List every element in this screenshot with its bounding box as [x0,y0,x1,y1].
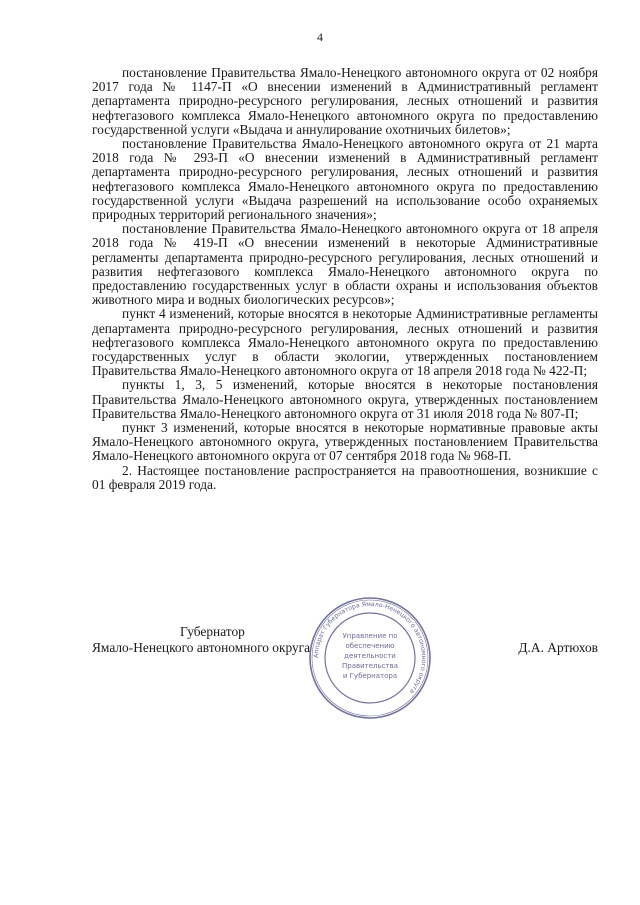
document-body [92,66,598,492]
paragraph-419p: постановление Правительства Ямало-Ненецкого автономного округа от 18 апреля 2018 года № 419-П «О внесении изменений в некоторые Административные регламенты департамента природно-ресурсного регулирования, лесных отношений и развития нефтегазового комплекса Ямало-Ненецкого автономного округа по предоставлению государственных услуг в области охраны и использования объектов животного мира и водных биологических ресурсов»; [92,221,598,308]
signatory-title: Губернатор [180,624,245,639]
signatory-region: Ямало-Ненецкого автономного округа [92,640,311,655]
paragraph-293p: постановление Правительства Ямало-Ненецкого автономного округа от 21 марта 2018 года № 293-П «О внесении изменений в Административный регламент департамента природно-ресурсного регулирования, лесных отношений и развития нефтегазового комплекса Ямало-Ненецкого автономного округа по предоставлению государственной услуги «Выдача разрешений на использование особо охраняемых природных территорий регионального значения»; [92,136,598,223]
stamp-line-1: Управление по [342,632,398,640]
stamp-line-2: обеспечению [345,642,395,650]
paragraph-807p: пункты 1, 3, 5 изменений, которые вносятся в некоторые постановления Правительства Ямало-Ненецкого автономного округа, утвержденных постановлением Правительства Ямало-Ненецкого автономного округа от 31 июля 2018 года № 807-П; [92,377,598,421]
stamp-outer-text: Аппарат Губернатора Ямало-Ненецкого автономного округа [312,600,428,695]
official-stamp [308,596,432,720]
stamp-line-4: Правительства [342,662,398,670]
signatory-name: Д.А. Артюхов [518,640,598,655]
paragraph-968p: пункт 3 изменений, которые вносятся в некоторые нормативные правовые акты Ямало-Ненецкого автономного округа, утвержденных постановлением Правительства Ямало-Ненецкого автономного округа от 07 сентября 2018 года № 968-П. [92,420,598,464]
stamp-line-5: и Губернатора [342,672,398,680]
stamp-line-3: деятельности [344,652,396,660]
paragraph-effective-date: 2. Настоящее постановление распространяется на правоотношения, возникшие с 01 февраля 2019 года. [92,462,598,492]
paragraph-1147p: постановление Правительства Ямало-Ненецкого автономного округа от 02 ноября 2017 года № 1147-П «О внесении изменений в Административный регламент департамента природно-ресурсного регулирования, лесных отношений и развития нефтегазового комплекса Ямало-Ненецкого автономного округа по предоставлению государственной услуги «Выдача и аннулирование охотничьих билетов»; [92,65,598,137]
page-number: 4 [317,30,323,44]
paragraph-422p: пункт 4 изменений, которые вносятся в некоторые Административные регламенты департамента природно-ресурсного регулирования, лесных отношений и развития нефтегазового комплекса Ямало-Ненецкого автономного округа по предоставлению государственных услуг в области экологии, утвержденных постановлением Правительства Ямало-Ненецкого автономного округа от 18 апреля 2018 года № 422-П; [92,306,598,379]
